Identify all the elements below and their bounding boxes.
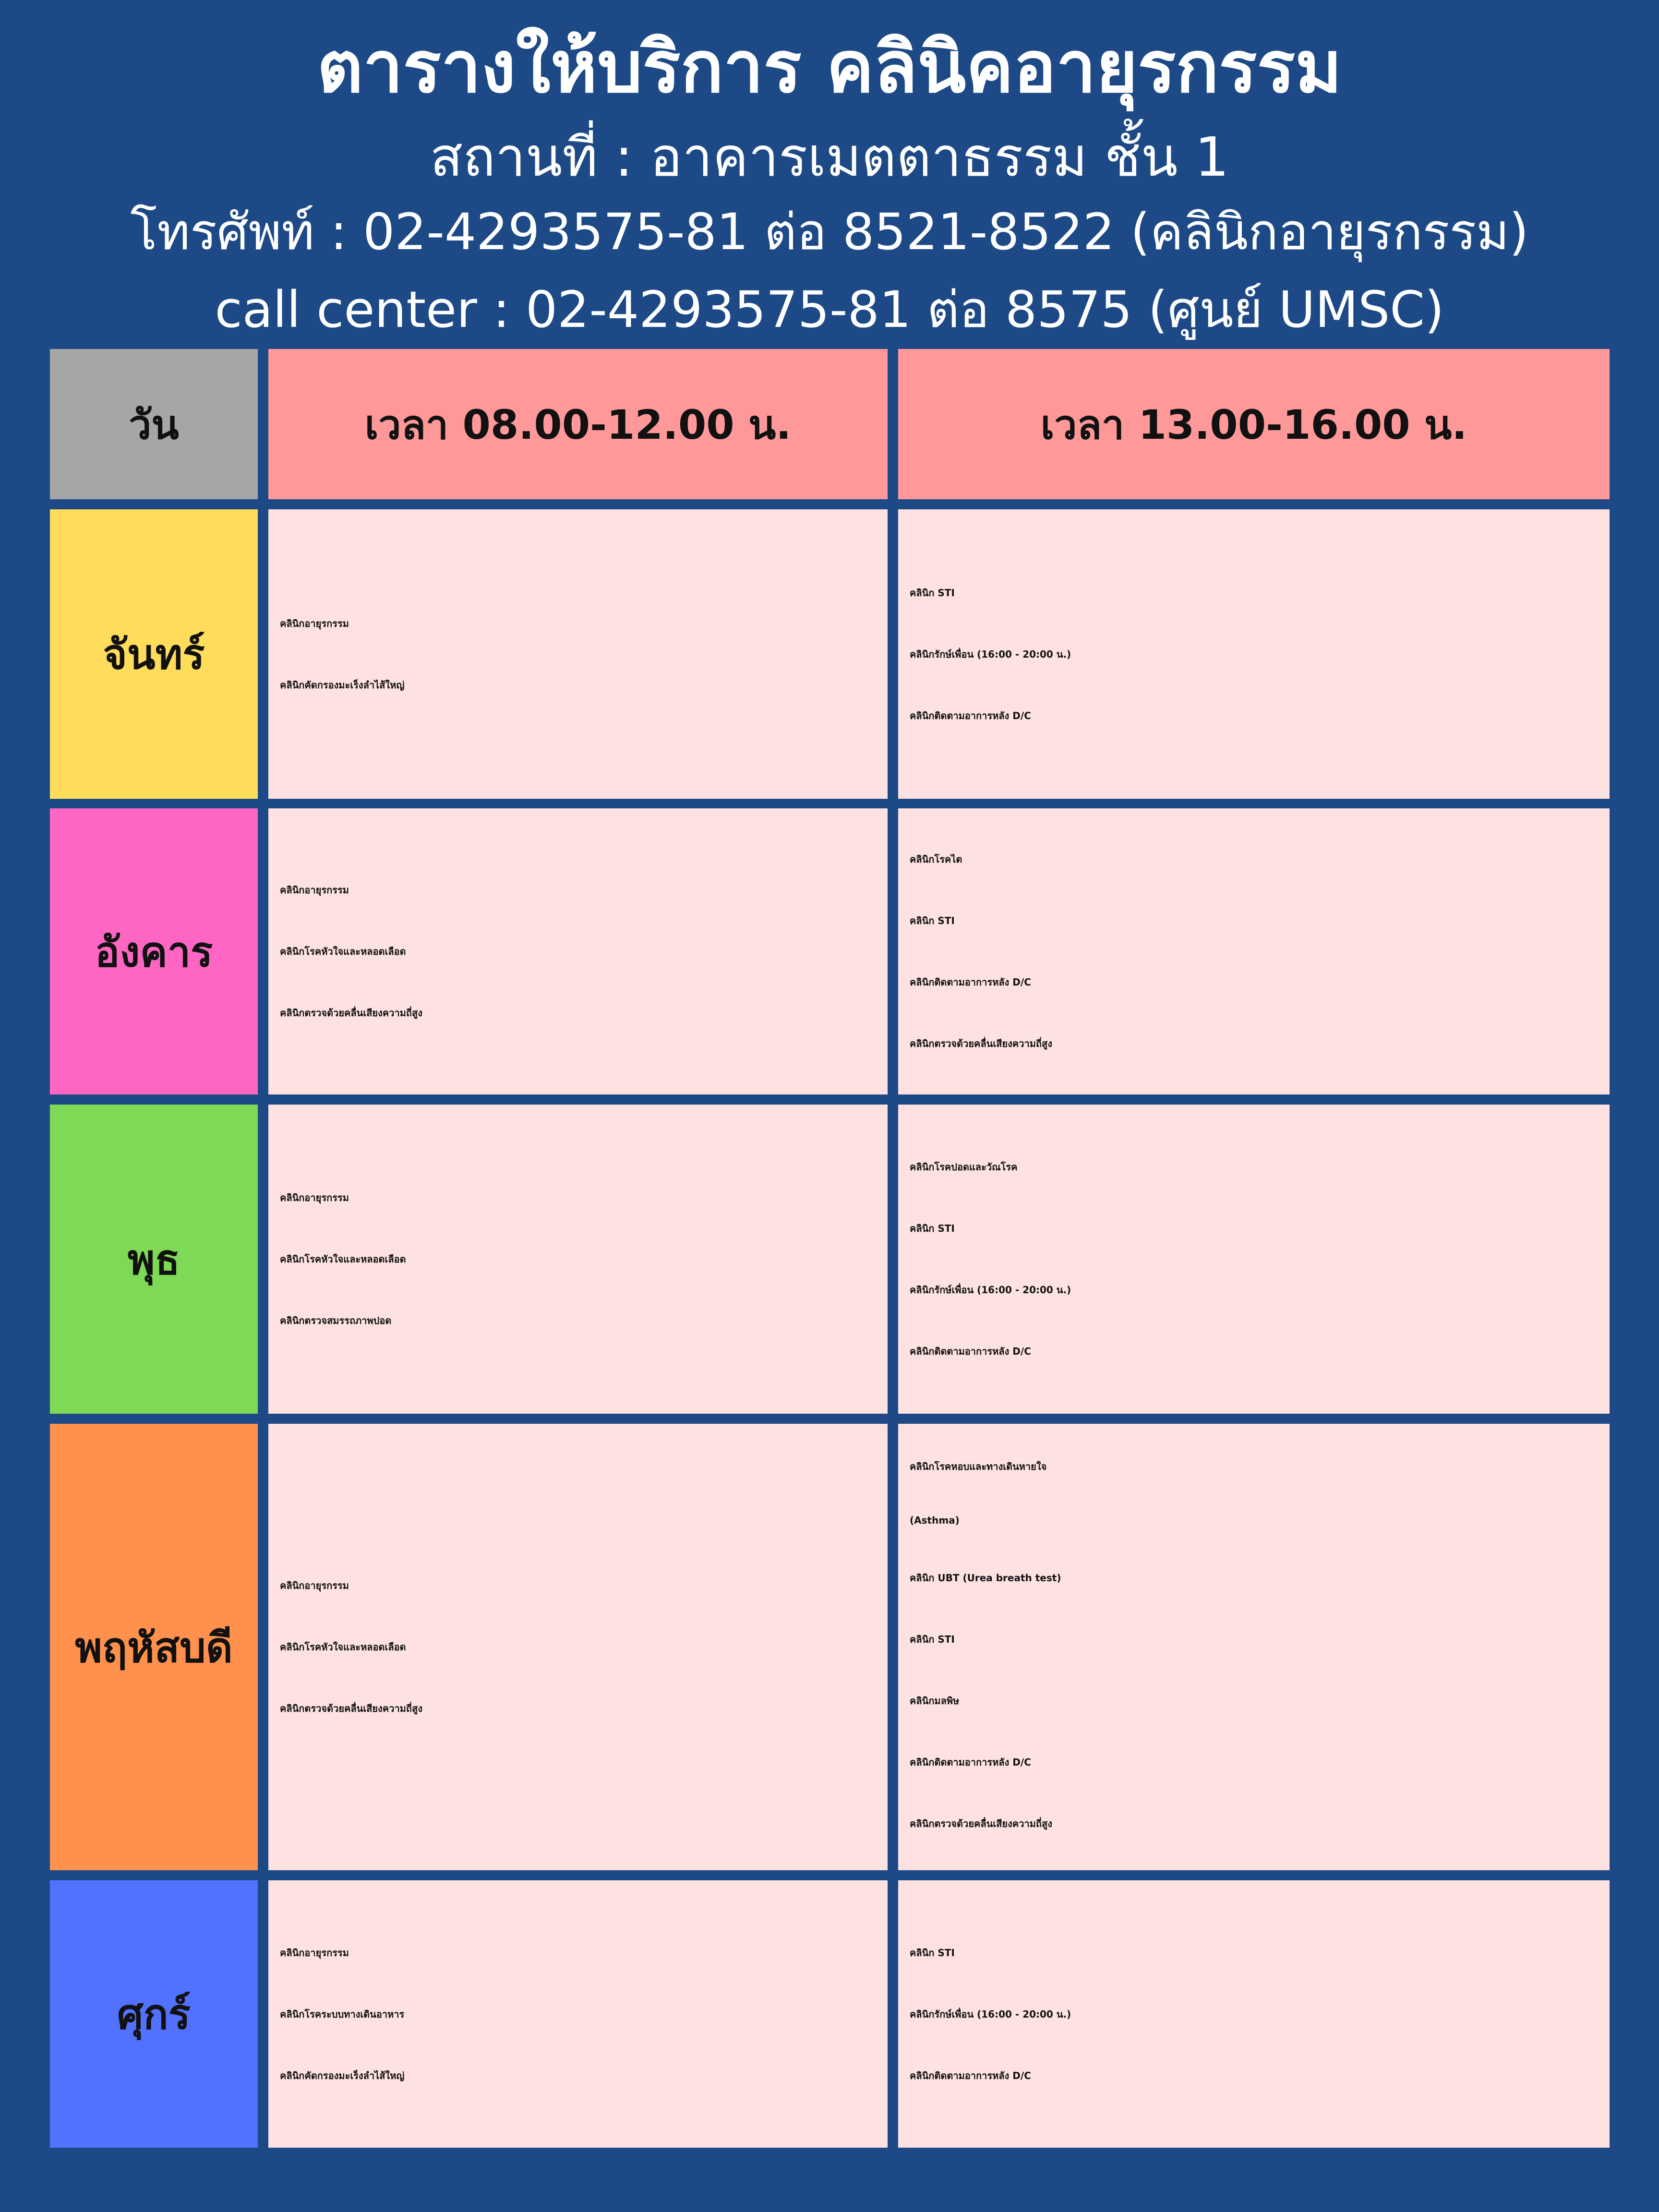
clinic-item: คลินิกอายุรกรรม: [280, 617, 349, 629]
day-label: อังคาร: [95, 928, 213, 976]
day-column-header: [50, 349, 258, 499]
afternoon-cell-monday: [898, 509, 1610, 799]
afternoon-cell-friday: [898, 1880, 1610, 2148]
day-cell-friday: [50, 1880, 258, 2148]
clinic-item: คลินิกตรวจสมรรถภาพปอด: [280, 1315, 392, 1326]
day-label: พฤหัสบดี: [75, 1623, 233, 1672]
page-title: ตารางให้บริการ คลินิคอายุรกรรม: [317, 26, 1342, 108]
clinic-item: คลินิกคัดกรองมะเร็งลำไส้ใหญ่: [280, 2069, 405, 2081]
morning-cell-monday: [268, 509, 888, 799]
clinic-item: คลินิกโรคหัวใจและหลอดเลือด: [280, 1253, 406, 1265]
afternoon-cell-thursday: [898, 1424, 1610, 1870]
day-column-header-label: วัน: [129, 401, 179, 448]
clinic-item: คลินิกตรวจด้วยคลื่นเสียงความถี่สูง: [910, 1038, 1052, 1049]
clinic-item: คลินิกติดตามอาการหลัง D/C: [910, 1756, 1031, 1768]
clinic-item: คลินิกตรวจด้วยคลื่นเสียงความถี่สูง: [280, 1703, 422, 1714]
clinic-item: คลินิก STI: [910, 587, 955, 599]
clinic-item: คลินิกติดตามอาการหลัง D/C: [910, 709, 1031, 721]
afternoon-cell-wednesday: [898, 1105, 1610, 1414]
morning-cell-tuesday: [268, 808, 888, 1094]
clinic-item: คลินิกโรคปอดและวัณโรค: [910, 1161, 1018, 1173]
clinic-item: คลินิก STI: [910, 1223, 955, 1234]
clinic-item: คลินิกรักษ์เพื่อน (16:00 - 20:00 น.): [910, 2008, 1071, 2020]
afternoon-column-header-label: เวลา 13.00-16.00 น.: [1040, 401, 1467, 448]
clinic-item: คลินิก UBT (Urea breath test): [910, 1572, 1061, 1584]
morning-column-header-label: เวลา 08.00-12.00 น.: [364, 401, 792, 448]
clinic-item: คลินิก STI: [910, 1634, 955, 1645]
clinic-item: คลินิกโรคไต: [910, 854, 962, 865]
clinic-item: คลินิกมลพิษ: [910, 1695, 960, 1707]
morning-cell-wednesday: [268, 1105, 888, 1414]
clinic-item: (Asthma): [910, 1515, 960, 1526]
clinic-item: คลินิกอายุรกรรม: [280, 1192, 349, 1203]
clinic-item: คลินิกโรคหัวใจและหลอดเลือด: [280, 946, 406, 957]
clinic-item: คลินิก STI: [910, 1947, 955, 1959]
day-label: พุธ: [127, 1236, 180, 1284]
clinic-item: คลินิกรักษ์เพื่อน (16:00 - 20:00 น.): [910, 1284, 1071, 1296]
day-cell-monday: [50, 509, 258, 799]
clinic-item: คลินิกติดตามอาการหลัง D/C: [910, 976, 1031, 988]
afternoon-cell-tuesday: [898, 808, 1610, 1094]
day-cell-thursday: [50, 1424, 258, 1870]
day-label: จันทร์: [103, 631, 205, 679]
clinic-item: คลินิกคัดกรองมะเร็งลำไส้ใหญ่: [280, 679, 405, 691]
location-text: สถานที่ : อาคารเมตตาธรรม ชั้น 1: [430, 126, 1229, 189]
clinic-item: คลินิกตรวจด้วยคลื่นเสียงความถี่สูง: [280, 1007, 422, 1019]
clinic-item: คลินิกตรวจด้วยคลื่นเสียงความถี่สูง: [910, 1818, 1052, 1829]
morning-cell-friday: [268, 1880, 888, 2148]
schedule-header: [0, 0, 1659, 339]
clinic-item: คลินิกโรคหอบและทางเดินหายใจ: [910, 1461, 1047, 1472]
clinic-item: คลินิกอายุรกรรม: [280, 884, 349, 896]
day-label: ศุกร์: [117, 1991, 191, 2039]
clinic-item: คลินิกรักษ์เพื่อน (16:00 - 20:00 น.): [910, 648, 1071, 660]
afternoon-column-header: [898, 349, 1610, 499]
day-cell-tuesday: [50, 808, 258, 1094]
morning-column-header: [268, 349, 888, 499]
clinic-item: คลินิกโรคระบบทางเดินอาหาร: [280, 2008, 405, 2020]
clinic-item: คลินิกอายุรกรรม: [280, 1580, 349, 1591]
day-cell-wednesday: [50, 1105, 258, 1414]
clinic-item: คลินิก STI: [910, 915, 955, 926]
clinic-item: คลินิกติดตามอาการหลัง D/C: [910, 2069, 1031, 2081]
clinic-item: คลินิกติดตามอาการหลัง D/C: [910, 1346, 1031, 1357]
phone-text: โทรศัพท์ : 02-4293575-81 ต่อ 8521-8522 (คลินิกอายุรกรรม): [130, 203, 1529, 261]
morning-cell-thursday: [268, 1424, 888, 1870]
call-center-text: call center : 02-4293575-81 ต่อ 8575 (ศูนย์ UMSC): [215, 280, 1444, 339]
clinic-item: คลินิกโรคหัวใจและหลอดเลือด: [280, 1641, 406, 1653]
clinic-item: คลินิกอายุรกรรม: [280, 1947, 349, 1959]
